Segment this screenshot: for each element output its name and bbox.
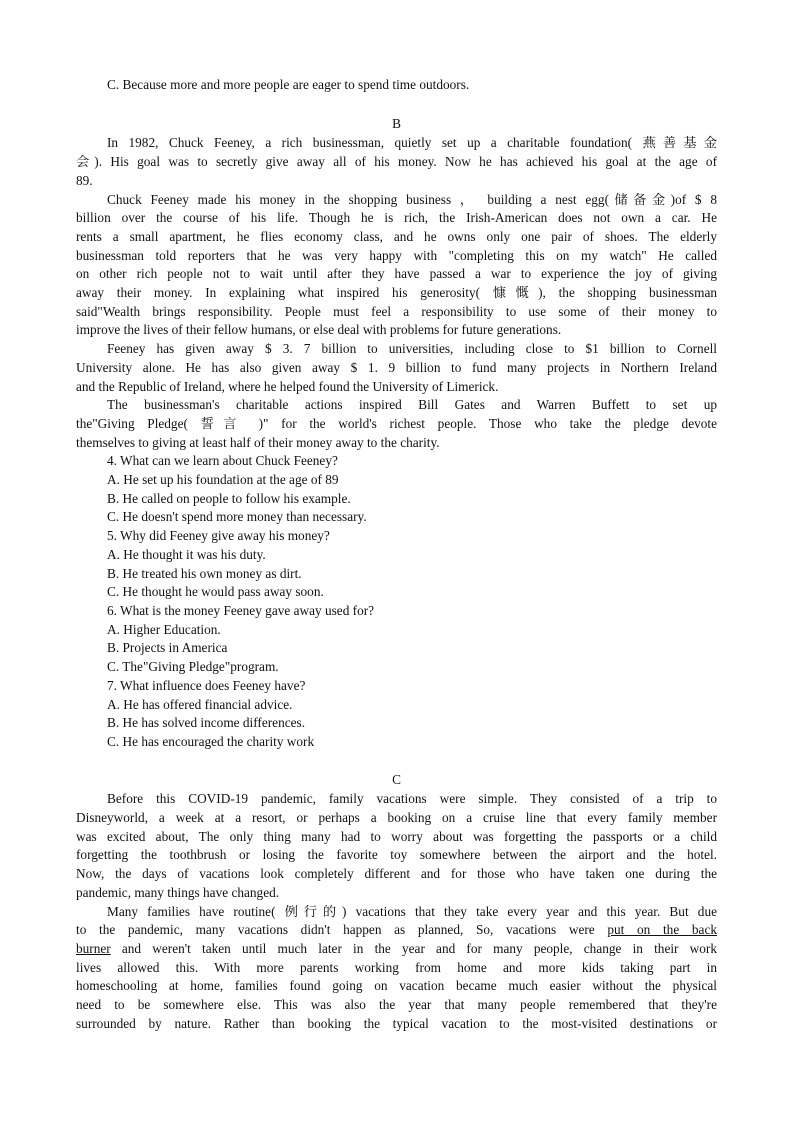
text-line <box>76 940 717 959</box>
question-5-option-b: B. He treated his own money as dirt. <box>107 565 302 581</box>
text-line: Chuck Feeney made his money in the shopping business ， building a nest egg(储备金)of $ 8 <box>107 191 717 207</box>
text-line: pandemic, many things have changed. <box>76 884 280 900</box>
question-6-option-a: A. Higher Education. <box>107 621 221 637</box>
text-line: surrounded by nature. Rather than booking the typical vacation to the most-visited destinations or <box>76 1015 717 1031</box>
text-line: 89. <box>76 172 93 188</box>
text-line: on other rich people not to wait until after they have passed a war to experience the joy of giving <box>76 266 717 282</box>
text-line: said"Wealth brings responsibility. People must feel a responsibility to use some of their money to <box>76 303 717 319</box>
text-line: need to be somewhere else. This was also the year that many people remembered that they're <box>76 997 717 1013</box>
text-line: Before this COVID-19 pandemic, family vacations were simple. They consisted of a trip to <box>107 791 717 807</box>
question-5: 5. Why did Feeney give away his money? <box>107 528 330 544</box>
text-line: forgetting the toothbrush or losing the favorite toy somewhere between the airport and the hotel. <box>76 847 717 863</box>
text-line: In 1982, Chuck Feeney, a rich businessman, quietly set up a charitable foundation( 燕善基金 <box>107 135 717 151</box>
question-7-option-a: A. He has offered financial advice. <box>107 696 293 712</box>
text-line: Many families have routine( 例行的) vacations that they take every year and this year. But due <box>107 903 717 919</box>
previous-question-option-c: C. Because more and more people are eager to spend time outdoors. <box>107 77 470 92</box>
text-line: was excited about, The only thing many had to worry about was forgetting the passports or a child <box>76 828 717 844</box>
text-line: University alone. He has also given away $ 1. 9 billion to fund many projects in Northern Ireland <box>76 359 717 375</box>
text-line <box>76 921 717 940</box>
question-7-option-c: C. He has encouraged the charity work <box>107 733 315 749</box>
text-line: billion over the course of his life. Though he is rich, the Irish-American does not own a car. He <box>76 210 717 226</box>
section-c-heading: C <box>392 771 401 787</box>
section-b-questions <box>76 452 717 751</box>
question-7: 7. What influence does Feeney have? <box>107 677 306 693</box>
underlined-phrase: put on the back <box>607 922 718 938</box>
text-line: themselves to giving at least half of their money away to the charity. <box>76 434 440 450</box>
question-6-option-b: B. Projects in America <box>107 640 228 656</box>
document-page <box>76 76 717 1033</box>
text-line: lives allowed this. With more parents working from home and more kids taking part in <box>76 959 717 975</box>
section-b-paragraph-3 <box>76 340 717 396</box>
question-5-option-c: C. He thought he would pass away soon. <box>107 584 324 600</box>
section-b-heading: B <box>392 115 401 131</box>
section-c-paragraph-1 <box>76 790 717 902</box>
section-b-paragraph-1 <box>76 134 717 190</box>
text-line: The businessman's charitable actions inspired Bill Gates and Warren Buffett to set up <box>107 397 717 413</box>
question-4: 4. What can we learn about Chuck Feeney? <box>107 453 338 469</box>
question-5-option-a: A. He thought it was his duty. <box>107 546 266 562</box>
text-line: 会). His goal was to secretly give away all of his money. Now he has achieved his goal at the age of <box>76 154 717 170</box>
text-segment: to the pandemic, many vacations didn't happen as planned, So, vacations were <box>76 922 608 938</box>
section-c-paragraph-2 <box>76 903 717 1034</box>
text-line: away their money. In explaining what inspired his generosity( 慷慨), the shopping businessman <box>76 285 717 301</box>
question-4-option-b: B. He called on people to follow his example. <box>107 490 351 506</box>
question-7-option-b: B. He has solved income differences. <box>107 715 306 731</box>
text-line: the"Giving Pledge( 誓言 )" for the world's richest people. Those who take the pledge devote <box>76 415 717 431</box>
question-6-option-c: C. The"Giving Pledge"program. <box>107 659 279 675</box>
text-line: businessman told reporters that he was very happy with "completing this on my watch" He called <box>76 247 717 263</box>
text-line: Disneyworld, a week at a resort, or perhaps a booking on a cruise line that every family member <box>76 810 717 826</box>
section-b-paragraph-2 <box>76 191 717 341</box>
question-4-option-c: C. He doesn't spend more money than necessary. <box>107 509 367 525</box>
question-4-option-a: A. He set up his foundation at the age of 89 <box>107 472 339 488</box>
text-line: and the Republic of Ireland, where he helped found the University of Limerick. <box>76 378 499 394</box>
text-line: Feeney has given away $ 3. 7 billion to universities, including close to $1 billion to Cornell <box>107 341 717 357</box>
text-line: rents a small apartment, he flies economy class, and he owns only one pair of shoes. The elderly <box>76 228 717 244</box>
underlined-phrase: burner <box>76 940 111 956</box>
text-line: Now, the days of vacations look completely different and for those who have taken one during the <box>76 866 717 882</box>
text-line: improve the lives of their fellow humans, or else deal with problems for future generations. <box>76 322 562 338</box>
section-b-paragraph-4 <box>76 396 717 452</box>
text-segment: and weren't taken until much later in the year and for many people, change in their work <box>110 940 717 956</box>
text-line: homeschooling at home, families found going on vacation became much easier without the physical <box>76 978 717 994</box>
question-6: 6. What is the money Feeney gave away used for? <box>107 602 375 618</box>
